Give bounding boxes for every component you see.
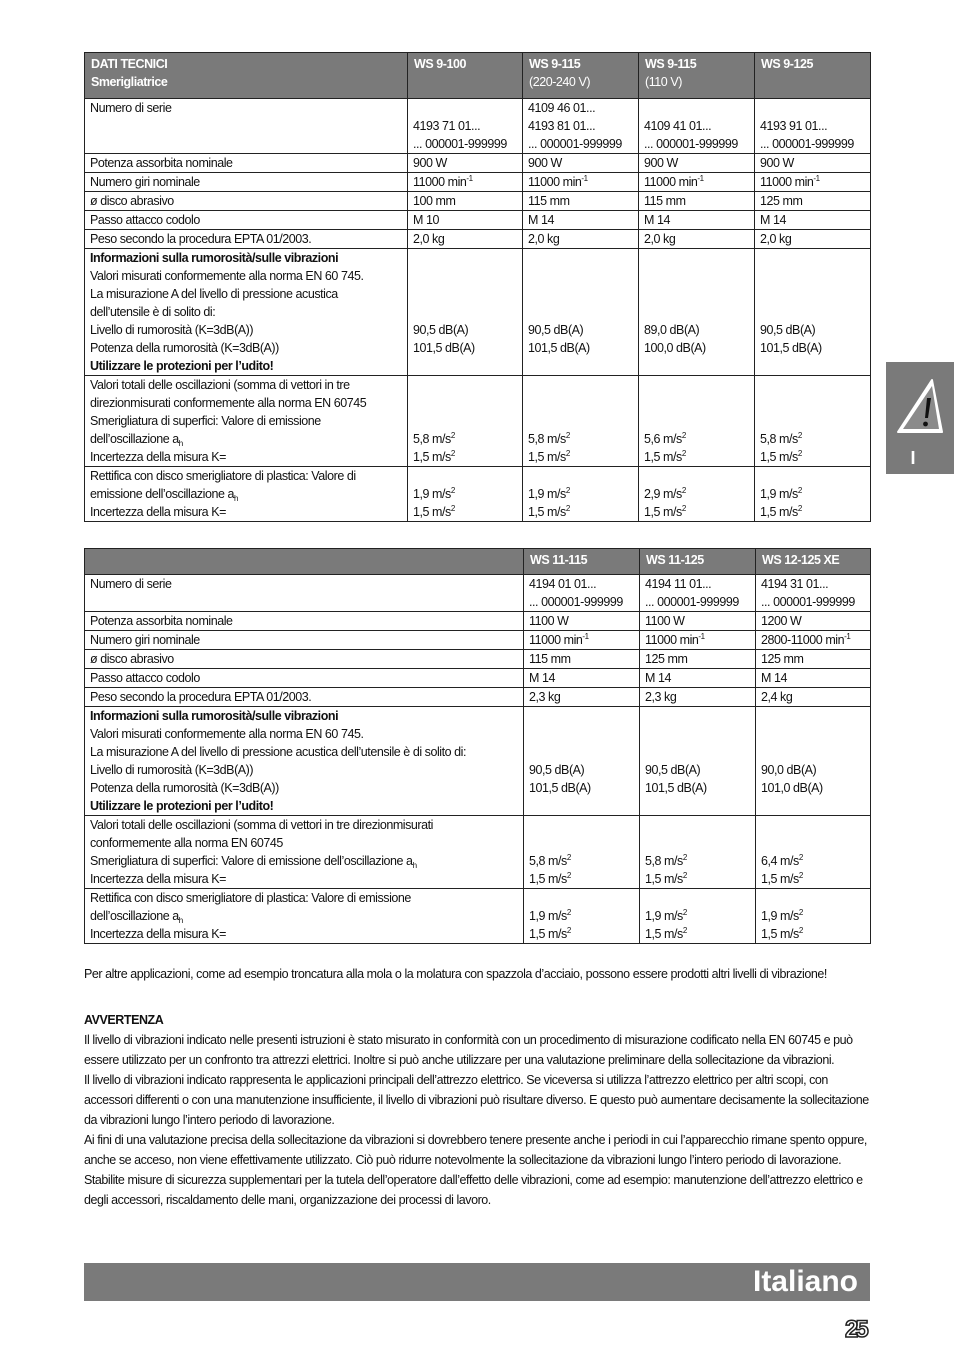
noise-label-cell: Informazioni sulla rumorosità/sulle vibrazioni Valori misurati conformemente alla norma EN 60 745. La misurazione A del livello di pressione acustica dell’utensile è di solito di: Livello di rumorosità (K=3dB(A)) Potenza della rumorosità (K=3dB(A)) Utilizzare le protezioni per l’udito! bbox=[85, 249, 408, 376]
noise-value-cell: 90,5 dB(A) 101,5 dB(A) bbox=[523, 249, 639, 376]
warning-heading: AVVERTENZA bbox=[84, 1013, 164, 1027]
value-cell: 900 W bbox=[639, 154, 755, 173]
value-cell: 2800-11000 $\min^{-1}$ bbox=[756, 631, 871, 650]
value-cell: 2,3 kg bbox=[640, 688, 756, 707]
vibration-label-cell: Rettifica con disco smerigliatore di plastica: Valore di emissione dell’oscillazione $a_h$ Incertezza della misura K= bbox=[85, 889, 524, 944]
value-cell: 2,4 kg bbox=[756, 688, 871, 707]
serial-cell: 4109 46 01... 4193 81 01... ... 000001-999999 bbox=[523, 99, 639, 154]
table-row-speed bbox=[85, 173, 871, 192]
value-cell: 125 mm bbox=[755, 192, 871, 211]
value-cell: 11000 $\min^{-1}$ bbox=[755, 173, 871, 192]
noise-label-cell: Informazioni sulla rumorosità/sulle vibrazioni Valori misurati conformemente alla norma EN 60 745. La misurazione A del livello di pressione acustica dell’utensile è di solito di: Livello di rumorosità (K=3dB(A)) Potenza della rumorosità (K=3dB(A)) Utilizzare le protezioni per l’udito! bbox=[85, 707, 524, 816]
table-row-serial bbox=[85, 575, 871, 612]
table-header-row bbox=[85, 53, 871, 99]
row-label: Peso secondo la procedura EPTA 01/2003. bbox=[85, 230, 408, 249]
table-row-spindle bbox=[85, 211, 871, 230]
noise-value-cell: 90,0 dB(A) 101,0 dB(A) bbox=[756, 707, 871, 816]
model-header: WS 9-100 bbox=[408, 53, 523, 99]
noise-value-cell: 89,0 dB(A) 100,0 dB(A) bbox=[639, 249, 755, 376]
value-cell: 125 mm bbox=[756, 650, 871, 669]
warning-paragraph: Ai fini di una valutazione precisa della sollecitazione da vibrazioni si dovrebbero tenere presente anche i periodi in cui l’apparecchio rimane spento oppure, anche se acceso, non viene effettivamente utilizzato. Ciò può ridurre notevolmente la sollecitazione da vibrazioni lungo l’intero periodo di lavorazione. bbox=[84, 1133, 867, 1167]
row-label: ø disco abrasivo bbox=[85, 650, 524, 669]
vibration-label-cell: Rettifica con disco smerigliatore di plastica: Valore di emissione dell’oscillazione $a_h$ Incertezza della misura K= bbox=[85, 467, 408, 522]
table-row-serial bbox=[85, 99, 871, 154]
vibration-value-cell: 5,8 $m/s^2$ 1,5 $m/s^2$ bbox=[524, 816, 640, 889]
table-row-weight bbox=[85, 230, 871, 249]
value-cell: 1100 W bbox=[640, 612, 756, 631]
value-cell: 115 mm bbox=[524, 650, 640, 669]
vibration-value-cell: 1,9 $m/s^2$ 1,5 $m/s^2$ bbox=[523, 467, 639, 522]
model-header: WS 9-115 (220-240 V) bbox=[523, 53, 639, 99]
value-cell: 1100 W bbox=[524, 612, 640, 631]
table-row-power bbox=[85, 154, 871, 173]
noise-value-cell: 90,5 dB(A) 101,5 dB(A) bbox=[640, 707, 756, 816]
value-cell: M 14 bbox=[524, 669, 640, 688]
row-label: Numero di serie bbox=[85, 575, 524, 612]
table-row-speed bbox=[85, 631, 871, 650]
vibration-value-cell: 1,9 $m/s^2$ 1,5 $m/s^2$ bbox=[640, 889, 756, 944]
row-label: Passo attacco codolo bbox=[85, 669, 524, 688]
serial-cell: 4193 91 01... ... 000001-999999 bbox=[755, 99, 871, 154]
value-cell: 900 W bbox=[408, 154, 523, 173]
serial-cell: 4194 11 01... ... 000001-999999 bbox=[640, 575, 756, 612]
value-cell: 900 W bbox=[755, 154, 871, 173]
table-row-disc bbox=[85, 192, 871, 211]
warning-triangle-icon bbox=[896, 376, 944, 440]
value-cell: 11000 $\min^{-1}$ bbox=[408, 173, 523, 192]
model-header: WS 9-125 bbox=[755, 53, 871, 99]
language-letter: I bbox=[910, 448, 916, 468]
row-label: ø disco abrasivo bbox=[85, 192, 408, 211]
model-header: WS 11-125 bbox=[640, 549, 756, 575]
noise-value-cell: 90,5 dB(A) 101,5 dB(A) bbox=[524, 707, 640, 816]
serial-cell: 4194 01 01... ... 000001-999999 bbox=[524, 575, 640, 612]
vibration-value-cell: 5,8 $m/s^2$ 1,5 $m/s^2$ bbox=[755, 376, 871, 467]
table-row-power bbox=[85, 612, 871, 631]
vibration-value-cell: 1,9 $m/s^2$ 1,5 $m/s^2$ bbox=[408, 467, 523, 522]
header-empty-cell bbox=[85, 549, 524, 575]
page-number: 25 bbox=[845, 1316, 866, 1343]
technical-data-table-2 bbox=[84, 548, 871, 944]
value-cell: 2,0 kg bbox=[755, 230, 871, 249]
value-cell: 900 W bbox=[523, 154, 639, 173]
technical-data-table-1 bbox=[84, 52, 871, 522]
vibration-note: Per altre applicazioni, come ad esempio troncatura alla mola o la molatura con spazzola d’acciaio, possono essere prodotti altri livelli di vibrazione! bbox=[84, 967, 827, 981]
table-row-vibration-plastic bbox=[85, 467, 871, 522]
row-label: Peso secondo la procedura EPTA 01/2003. bbox=[85, 688, 524, 707]
vibration-value-cell: 1,9 $m/s^2$ 1,5 $m/s^2$ bbox=[756, 889, 871, 944]
warning-paragraph: Stabilite misure di sicurezza supplementari per la tutela dell’operatore dall’effetto delle vibrazioni, come ad esempio: manutenzione dell’attrezzo elettrico e degli accessori, riscaldamento delle mani, organizzazione dei processi di lavoro. bbox=[84, 1173, 863, 1207]
table-row-weight bbox=[85, 688, 871, 707]
vibration-value-cell: 2,9 $m/s^2$ 1,5 $m/s^2$ bbox=[639, 467, 755, 522]
value-cell: 2,0 kg bbox=[523, 230, 639, 249]
vibration-value-cell: 6,4 $m/s^2$ 1,5 $m/s^2$ bbox=[756, 816, 871, 889]
footer-language-bar bbox=[84, 1263, 870, 1301]
value-cell: 11000 $\min^{-1}$ bbox=[523, 173, 639, 192]
value-cell: M 14 bbox=[523, 211, 639, 230]
value-cell: M 14 bbox=[639, 211, 755, 230]
table-row-disc bbox=[85, 650, 871, 669]
value-cell: M 14 bbox=[755, 211, 871, 230]
row-label: Passo attacco codolo bbox=[85, 211, 408, 230]
footer-language: Italiano bbox=[752, 1265, 858, 1298]
table-row-vibration-surface bbox=[85, 816, 871, 889]
value-cell: 115 mm bbox=[639, 192, 755, 211]
vibration-value-cell: 1,9 $m/s^2$ 1,5 $m/s^2$ bbox=[755, 467, 871, 522]
table-row-vibration-surface bbox=[85, 376, 871, 467]
table-row-noise bbox=[85, 249, 871, 376]
row-label: Potenza assorbita nominale bbox=[85, 154, 408, 173]
value-cell: 11000 $\min^{-1}$ bbox=[639, 173, 755, 192]
model-header: WS 9-115 (110 V) bbox=[639, 53, 755, 99]
value-cell: 2,0 kg bbox=[639, 230, 755, 249]
warning-paragraph: Il livello di vibrazioni indicato nelle presenti istruzioni è stato misurato in conformità con un procedimento di misurazione codificato nella EN 60745 e può essere utilizzato per un confronto tra attrezzi elettrici. Inoltre si può anche utilizzare per una valutazione preliminare della sollecitazione da vibrazioni. bbox=[84, 1033, 853, 1067]
table-row-noise bbox=[85, 707, 871, 816]
row-label: Potenza assorbita nominale bbox=[85, 612, 524, 631]
serial-cell: 4194 31 01... ... 000001-999999 bbox=[756, 575, 871, 612]
warning-section bbox=[84, 1010, 874, 1210]
value-cell: 100 mm bbox=[408, 192, 523, 211]
value-cell: M 14 bbox=[756, 669, 871, 688]
vibration-label-cell: Valori totali delle oscillazioni (somma di vettori in tre direzionmisurati conformemente alla norma EN 60745 Smerigliatura di superfici: Valore di emissione dell’oscillazione $a_h$ Incertezza della misura K= bbox=[85, 376, 408, 467]
table-title: DATI TECNICI bbox=[91, 57, 168, 71]
model-header: WS 11-115 bbox=[524, 549, 640, 575]
table-row-vibration-plastic bbox=[85, 889, 871, 944]
value-cell: M 14 bbox=[640, 669, 756, 688]
language-side-tab bbox=[886, 362, 954, 474]
value-cell: 2,3 kg bbox=[524, 688, 640, 707]
vibration-value-cell: 5,6 $m/s^2$ 1,5 $m/s^2$ bbox=[639, 376, 755, 467]
vibration-value-cell: 5,8 $m/s^2$ 1,5 $m/s^2$ bbox=[408, 376, 523, 467]
value-cell: 11000 $\min^{-1}$ bbox=[524, 631, 640, 650]
serial-cell: 4109 41 01... ... 000001-999999 bbox=[639, 99, 755, 154]
vibration-label-cell: Valori totali delle oscillazioni (somma di vettori in tre direzionmisurati conformemente alla norma EN 60745 Smerigliatura di superfici: Valore di emissione dell’oscillazione $a_h$ Incertezza della misura K= bbox=[85, 816, 524, 889]
table-row-spindle bbox=[85, 669, 871, 688]
row-label: Numero giri nominale bbox=[85, 631, 524, 650]
vibration-value-cell: 1,9 $m/s^2$ 1,5 $m/s^2$ bbox=[524, 889, 640, 944]
row-label: Numero giri nominale bbox=[85, 173, 408, 192]
value-cell: 115 mm bbox=[523, 192, 639, 211]
value-cell: M 10 bbox=[408, 211, 523, 230]
value-cell: 2,0 kg bbox=[408, 230, 523, 249]
value-cell: 125 mm bbox=[640, 650, 756, 669]
noise-value-cell: 90,5 dB(A) 101,5 dB(A) bbox=[755, 249, 871, 376]
table-subtitle: Smerigliatrice bbox=[91, 75, 168, 89]
value-cell: 1200 W bbox=[756, 612, 871, 631]
value-cell: 11000 $\min^{-1}$ bbox=[640, 631, 756, 650]
table-header-row bbox=[85, 549, 871, 575]
vibration-value-cell: 5,8 $m/s^2$ 1,5 $m/s^2$ bbox=[640, 816, 756, 889]
noise-value-cell: 90,5 dB(A) 101,5 dB(A) bbox=[408, 249, 523, 376]
serial-cell: 4193 71 01... ... 000001-999999 bbox=[408, 99, 523, 154]
header-title-cell bbox=[85, 53, 408, 99]
row-label: Numero di serie bbox=[85, 99, 408, 154]
warning-paragraph: Il livello di vibrazioni indicato rappresenta le applicazioni principali dell’attrezzo elettrico. Se viceversa si utilizza l’attrezzo elettrico per altri scopi, con accessori differenti o con una manutenzione insufficiente, il livello di vibrazioni può risultare diverso. E questo può aumentare decisamente la sollecitazione da vibrazioni lungo l’intero periodo di lavorazione. bbox=[84, 1073, 869, 1127]
vibration-value-cell: 5,8 $m/s^2$ 1,5 $m/s^2$ bbox=[523, 376, 639, 467]
model-header: WS 12-125 XE bbox=[756, 549, 871, 575]
